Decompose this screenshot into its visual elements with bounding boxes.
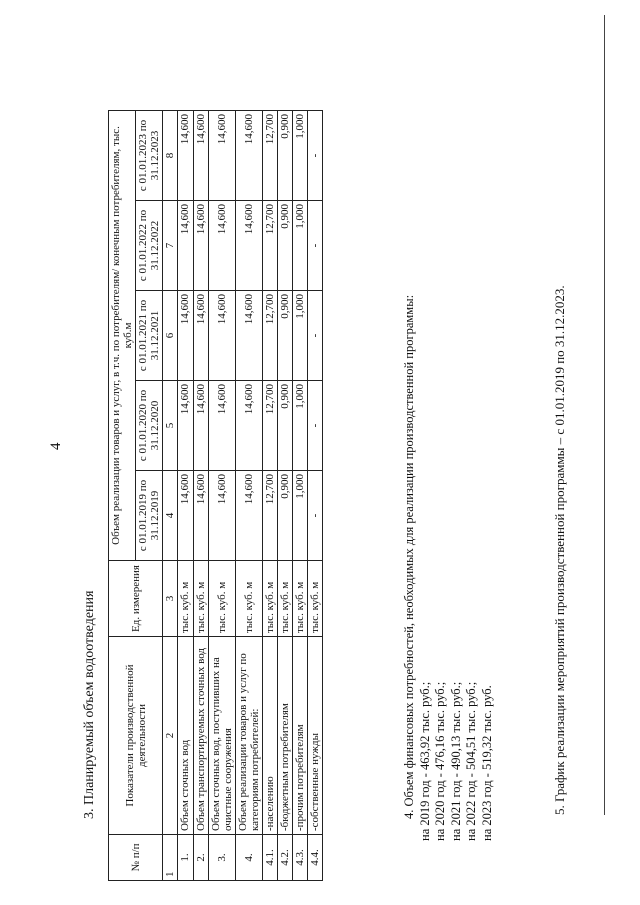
table-row (178, 110, 193, 880)
row-number: 4.4. (308, 835, 323, 881)
row-value: 14,600 (208, 471, 235, 561)
row-value: 1,000 (293, 471, 308, 561)
section-5-title: 5. График реализации мероприятий производственной программы – с 01.01.2019 по 31.12.2023. (552, 285, 567, 815)
column-number: 6 (163, 291, 178, 381)
row-value: - (308, 110, 323, 200)
header-period: с 01.01.2019 по 31.12.2019 (136, 471, 163, 561)
row-value: - (308, 471, 323, 561)
column-number-row (163, 110, 178, 880)
row-value: 14,600 (178, 110, 193, 200)
row-indicator: -бюджетным потребителям (278, 637, 293, 835)
row-indicator: -прочим потребителям (293, 637, 308, 835)
row-number: 1. (178, 835, 193, 881)
row-value: 1,000 (293, 110, 308, 200)
row-value: 0,900 (278, 201, 293, 291)
row-value: 12,700 (263, 471, 278, 561)
row-value: 0,900 (278, 110, 293, 200)
row-number: 4. (235, 835, 262, 881)
header-period: с 01.01.2020 по 31.12.2020 (136, 381, 163, 471)
row-value: 14,600 (193, 381, 208, 471)
row-value: 1,000 (293, 291, 308, 381)
row-value: 12,700 (263, 201, 278, 291)
column-number: 1 (163, 835, 178, 881)
page-number: 4 (48, 442, 64, 450)
row-value: 14,600 (178, 381, 193, 471)
row-number: 4.3. (293, 835, 308, 881)
table-row (308, 110, 323, 880)
table-row (193, 110, 208, 880)
row-value: 1,000 (293, 381, 308, 471)
row-value: 14,600 (235, 381, 262, 471)
table-row (235, 110, 262, 880)
column-number: 8 (163, 110, 178, 200)
header-indicator: Показатели производственной деятельности (109, 637, 163, 835)
header-period: с 01.01.2022 по 31.12.2022 (136, 201, 163, 291)
section-4 (402, 295, 495, 841)
finance-line: на 2023 год - 519,32 тыс. руб. (479, 685, 494, 841)
table-row (263, 110, 278, 880)
row-number: 2. (193, 835, 208, 881)
row-indicator: -населению (263, 637, 278, 835)
row-number: 4.2. (278, 835, 293, 881)
column-number: 7 (163, 201, 178, 291)
column-number: 2 (163, 637, 178, 835)
table-row (208, 110, 235, 880)
header-period: с 01.01.2023 по 31.12.2023 (136, 110, 163, 200)
table-row (293, 110, 308, 880)
row-value: 14,600 (235, 471, 262, 561)
finance-lines (418, 295, 496, 841)
row-unit: тыс. куб. м (178, 561, 193, 637)
row-value: 14,600 (178, 291, 193, 381)
finance-line: на 2021 год - 490,13 тыс. руб.; (448, 681, 463, 841)
header-unit: Ед. измерения (109, 561, 163, 637)
row-value: 0,900 (278, 471, 293, 561)
row-number: 3. (208, 835, 235, 881)
finance-line: на 2020 год - 476,16 тыс. руб.; (433, 681, 447, 841)
row-value: 14,600 (235, 291, 262, 381)
row-value: 14,600 (193, 471, 208, 561)
row-value: - (308, 381, 323, 471)
table-row (278, 110, 293, 880)
header-period: с 01.01.2021 по 31.12.2021 (136, 291, 163, 381)
finance-line: на 2022 год - 504,51 тыс. руб.; (464, 681, 478, 841)
row-value: 14,600 (193, 201, 208, 291)
row-number: 4.1. (263, 835, 278, 881)
row-unit: тыс. куб. м (263, 561, 278, 637)
row-value: 12,700 (263, 381, 278, 471)
column-number: 3 (163, 561, 178, 637)
row-unit: тыс. куб. м (193, 561, 208, 637)
header-number: № п/п (109, 835, 163, 881)
row-unit: тыс. куб. м (293, 561, 308, 637)
row-value: 14,600 (235, 201, 262, 291)
row-indicator: Объем сточных вод, поступивших на очистные сооружения (208, 637, 235, 835)
volume-table (108, 110, 323, 881)
row-value: 14,600 (208, 381, 235, 471)
row-indicator: Объем транспортируемых сточных вод (193, 637, 208, 835)
row-value: 12,700 (263, 110, 278, 200)
row-unit: тыс. куб. м (308, 561, 323, 637)
row-value: 14,600 (193, 110, 208, 200)
row-value: - (308, 201, 323, 291)
row-value: 14,600 (235, 110, 262, 200)
header-volume: Объем реализации товаров и услуг, в т.ч. по потребителям/ конечным потребителям, тыс. куб.м (109, 110, 136, 560)
section-3-title: 3. Планируемый объем водоотведения (82, 590, 97, 819)
row-unit: тыс. куб. м (235, 561, 262, 637)
row-value: 1,000 (293, 201, 308, 291)
row-value: 12,700 (263, 291, 278, 381)
table-body (178, 110, 323, 880)
row-indicator: Объем сточных вод (178, 637, 193, 835)
row-unit: тыс. куб. м (278, 561, 293, 637)
row-value: 14,600 (178, 471, 193, 561)
row-value: 14,600 (178, 201, 193, 291)
column-number: 4 (163, 471, 178, 561)
row-unit: тыс. куб. м (208, 561, 235, 637)
column-number: 5 (163, 381, 178, 471)
bottom-rule (604, 15, 605, 815)
row-value: 0,900 (278, 381, 293, 471)
section-4-title: 4. Объем финансовых потребностей, необходимых для реализации производственной программы: (402, 294, 416, 819)
row-indicator: Объем реализации товаров и услуг по категориям потребителей: (235, 637, 262, 835)
row-value: 14,600 (208, 110, 235, 200)
row-value: 14,600 (193, 291, 208, 381)
finance-line: на 2019 год - 463,92 тыс. руб.; (417, 681, 432, 841)
row-value: 0,900 (278, 291, 293, 381)
row-value: 14,600 (208, 291, 235, 381)
row-value: 14,600 (208, 201, 235, 291)
row-indicator: -собственные нужды (308, 637, 323, 835)
row-value: - (308, 291, 323, 381)
